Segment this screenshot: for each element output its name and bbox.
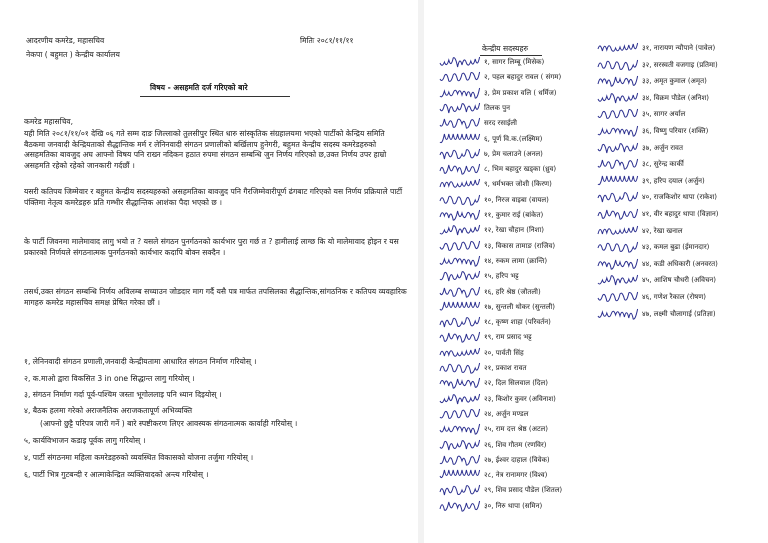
- point-4-cont: (आफ्नो छुट्टै परिपत्र जारी गर्ने ) बारे स्पष्टीकरण लिएर आवस्यक संगठनात्मक कार्वाही गरियोस् ।: [40, 419, 298, 428]
- signature-scribble: [596, 156, 640, 172]
- member-row: १४, रुकम लामा (क्रान्ति): [484, 256, 548, 265]
- member-row: ४६, गणेश रैकाल (रोषण): [642, 293, 706, 301]
- member-row: ८, भिम बहादुर खड्का (ध्रुव): [484, 165, 557, 174]
- member-row: सरद रसाईली: [484, 119, 517, 128]
- member-row: ३०, निरु थापा (समिन): [484, 501, 543, 510]
- member-row: २०, पार्वती सिंह: [484, 348, 524, 357]
- member-signature: [596, 223, 640, 239]
- signature-scribble: [596, 40, 640, 56]
- signature-scribble: [596, 306, 640, 322]
- signature-scribble: [438, 467, 482, 483]
- member-signature: [438, 85, 482, 101]
- member-row: ४२, रेखा खनाल: [642, 226, 683, 235]
- member-signature: [438, 345, 482, 361]
- signature-scribble: [438, 222, 482, 238]
- paragraph-2: यसरी कतिपय जिम्मेवार र बहुमत केन्द्रीय सदस्यहरुको असहमतिका बावजुद पनि गैरजिम्मेवारीपूर्ण ढंगबाट गरिएको यस निर्णय प्रक्रियाले पार्टी पंक्तिमा नेतृत्व कमरेडहरु प्रति गम्भीर सैद्धान्तिक आशंका पैदा भएको छ ।: [24, 187, 403, 207]
- member-signature: [438, 391, 482, 407]
- signature-scribble: [438, 146, 482, 162]
- member-row: १३, विकास तामाङ (राजिव): [484, 241, 556, 250]
- point-6: ४, पार्टी संगठनमा महिला कमरेडहरुको व्यवस्थित विकासको योजना तर्जुमा गरियोस् ।: [24, 453, 254, 462]
- member-row: ३७, अर्जुन रावत: [642, 143, 683, 152]
- paragraph-4: तसर्थ,उक्त संगठन सम्बन्धि निर्णय अविलम्ब सच्याउन जोडदार माग गर्दै यसै पत्र मार्फत तपसिलका सैद्धान्तिक,सांगठनिक र कतिपय व्यवहारिक मागहरु कमरेड महासचिव समक्ष प्रेषित गरेका छौं ।: [24, 287, 407, 307]
- signature-scribble: [438, 238, 482, 254]
- signature-scribble: [596, 256, 640, 272]
- signature-scribble: [596, 289, 640, 305]
- signature-scribble: [596, 106, 640, 122]
- signature-scribble: [438, 192, 482, 208]
- addressee-line2: नेकपा ( बहुमत ) केन्द्रीय कार्यालय: [26, 50, 120, 59]
- signature-scribble: [596, 90, 640, 106]
- point-3: ३, संगठन निर्माण गर्दा पूर्व-पश्चिम जस्ता भूगोललाइ पनि ध्यान दिइयोस् ।: [24, 390, 222, 399]
- signature-scribble: [438, 421, 482, 437]
- members-heading: केन्द्रीय सदस्यहरु: [482, 44, 529, 53]
- signature-scribble: [596, 57, 640, 73]
- signature-scribble: [438, 482, 482, 498]
- member-signature: [438, 100, 482, 116]
- signature-scribble: [438, 100, 482, 116]
- member-signature: [596, 189, 640, 205]
- signature-scribble: [438, 268, 482, 284]
- member-row: १, सागर लिम्बू (मिसेक): [484, 58, 545, 66]
- signature-scribble: [438, 329, 482, 345]
- signature-scribble: [596, 239, 640, 255]
- member-row: २९, शिव प्रसाद पौडेल (शितल): [484, 486, 563, 495]
- point-4: ४, बैठक हलमा गरेको अराजनैतिक अराजकतापूर्ण अभिव्यक्ति: [24, 406, 193, 415]
- signature-scribble: [438, 253, 482, 269]
- member-signature: [596, 173, 640, 189]
- member-row: १७, सुन्तली थोकर (सुन्तली): [484, 302, 556, 311]
- member-row: ४४, कडी अधिकारी (अनवरत): [642, 259, 718, 268]
- member-signature: [438, 467, 482, 483]
- member-row: ३१, नारायण न्यौपाने (पावेल): [642, 44, 716, 52]
- member-signature: [438, 482, 482, 498]
- member-row: ३८, सुरेन्द्र कार्की: [642, 160, 684, 169]
- salutation: कमरेड महासचिव,: [24, 117, 74, 126]
- member-row: २७, ईश्वर दाहाल (विवेक): [484, 455, 550, 464]
- member-row: २८, नेत्र रानामगर (विश्व): [484, 471, 548, 480]
- signature-scribble: [596, 140, 640, 156]
- member-signature: [596, 90, 640, 106]
- date: मितिः २०८१/११/११: [300, 36, 354, 45]
- member-row: २६, शिव गौतम (रणविर): [484, 440, 547, 449]
- signature-scribble: [438, 406, 482, 422]
- signature-scribble: [438, 54, 482, 70]
- member-signature: [438, 421, 482, 437]
- member-signature: [438, 498, 482, 514]
- subject-line: विषय - असहमति दर्ज गरिएको बारे: [150, 83, 248, 92]
- member-signature: [596, 57, 640, 73]
- member-signature: [438, 314, 482, 330]
- signature-scribble: [438, 207, 482, 223]
- signature-scribble: [438, 115, 482, 131]
- member-signature: [596, 206, 640, 222]
- member-row: २, पहल बहादुर रावल ( संगम): [484, 73, 562, 82]
- member-signature: [596, 289, 640, 305]
- signature-scribble: [596, 123, 640, 139]
- member-signature: [596, 123, 640, 139]
- signature-scribble: [438, 161, 482, 177]
- signature-scribble: [438, 131, 482, 147]
- signature-scribble: [438, 437, 482, 453]
- member-signature: [438, 161, 482, 177]
- member-signature: [438, 131, 482, 147]
- member-signature: [438, 222, 482, 238]
- member-row: ३४, विक्रम पौडेल (अनिश): [642, 93, 709, 102]
- signature-scribble: [438, 69, 482, 85]
- member-signature: [596, 73, 640, 89]
- member-row: १६, हरि श्रेष्ठ (जौतली): [484, 287, 541, 296]
- member-signature: [438, 115, 482, 131]
- member-signature: [438, 329, 482, 345]
- member-row: २३, किशोर कुवर (अविनाश): [484, 394, 556, 403]
- member-signature: [438, 54, 482, 70]
- member-row: २१, प्रकाश रावत: [484, 364, 527, 372]
- member-signature: [438, 437, 482, 453]
- member-signature: [438, 360, 482, 376]
- member-row: ४७, लक्ष्मी चौलागाई (प्रतिज्ञा): [642, 309, 716, 318]
- member-row: १९, राम प्रसाद भट्ट: [484, 333, 532, 342]
- member-row: ४०, राजकिशोर थापा (राकेश): [642, 193, 718, 202]
- signature-scribble: [438, 176, 482, 192]
- member-row: १०, निरज वाइबा (वायल): [484, 195, 549, 204]
- members-page: [424, 0, 768, 543]
- signature-scribble: [596, 173, 640, 189]
- signature-scribble: [438, 314, 482, 330]
- signature-scribble: [438, 452, 482, 468]
- member-signature: [438, 375, 482, 391]
- signature-scribble: [438, 498, 482, 514]
- member-signature: [596, 306, 640, 322]
- member-signature: [438, 268, 482, 284]
- member-row: ७, प्रेम चलाउने (अनल): [484, 149, 543, 158]
- member-row: ४३, कमल बुढा (ईमानदार): [642, 243, 710, 252]
- member-row: ३५, सागर अर्याल: [642, 110, 686, 119]
- member-signature: [596, 106, 640, 122]
- member-row: ३३, अमृत कुमाल (अमृत): [642, 77, 707, 86]
- signature-scribble: [596, 73, 640, 89]
- signature-scribble: [438, 345, 482, 361]
- member-row: ६, पूर्ण वि.क.(लक्ष्मिम): [484, 134, 543, 143]
- member-signature: [596, 140, 640, 156]
- member-row: ४५, आशिष चौधरी (अविचन): [642, 276, 717, 285]
- member-signature: [438, 69, 482, 85]
- member-row: २४, अर्जुन मण्डल: [484, 409, 529, 418]
- point-2: २, क.माओ द्वारा विकसित 3 in one सिद्धान्त लागु गरियोस् ।: [24, 374, 195, 383]
- member-signature: [596, 239, 640, 255]
- member-row: १२, रेखा चौहान (निशा): [484, 226, 544, 235]
- member-row: तिलक पुन: [484, 103, 511, 112]
- member-signature: [438, 406, 482, 422]
- signature-scribble: [438, 360, 482, 376]
- member-signature: [438, 253, 482, 269]
- subject-underline: [140, 96, 290, 97]
- signature-scribble: [596, 206, 640, 222]
- signature-scribble: [438, 299, 482, 315]
- member-row: ३९, हरिप दयाल (अर्जुन): [642, 176, 705, 185]
- member-signature: [438, 452, 482, 468]
- member-signature: [596, 40, 640, 56]
- member-signature: [438, 192, 482, 208]
- point-7: ६, पार्टी भित्र गुटबन्दी र आत्माकेन्द्रित व्यक्तिवादको अन्त्य गरियोस् ।: [24, 470, 209, 479]
- member-row: ३६, विष्णु परियार (शक्ति): [642, 127, 709, 135]
- signature-scribble: [438, 284, 482, 300]
- member-signature: [596, 256, 640, 272]
- member-row: ३, प्रेम प्रकाश वलि ( धर्मिज): [484, 88, 557, 97]
- members-heading-underline: [480, 55, 542, 56]
- member-signature: [438, 299, 482, 315]
- member-signature: [438, 146, 482, 162]
- signature-scribble: [596, 272, 640, 288]
- member-row: २५, राम दत्त श्रेष्ठ (अटल): [484, 425, 548, 434]
- member-signature: [438, 176, 482, 192]
- member-row: ३२, सरस्वती वजगाइ (प्रतिमा): [642, 60, 718, 69]
- signature-scribble: [596, 189, 640, 205]
- member-row: ४१, वीर बहादुर थापा (विज्ञान): [642, 210, 719, 218]
- signature-scribble: [438, 375, 482, 391]
- point-5: ५, कार्यविभाजन कडाइ पूर्वक लागु गरियोस् ।: [24, 436, 146, 445]
- member-signature: [438, 238, 482, 254]
- member-signature: [596, 272, 640, 288]
- member-row: १५, हरिप भट्ट: [484, 272, 519, 281]
- signature-scribble: [438, 85, 482, 101]
- point-1: १, लेनिनवादी संगठन प्रणाली,जनवादी केन्द्रीयतामा आधारित संगठन निर्माण गरियोस् ।: [24, 357, 257, 366]
- signature-scribble: [596, 223, 640, 239]
- signature-scribble: [438, 391, 482, 407]
- member-row: ११, कुमार राई (बांकेत): [484, 211, 544, 219]
- addressee-line1: आदरणीय कमरेड, महासचिव: [26, 36, 105, 45]
- member-signature: [438, 284, 482, 300]
- member-signature: [596, 156, 640, 172]
- paragraph-3: के पार्टी जिवनमा मालेमावाद लागु भयो त ? यसले संगठन पुनर्गठनको कार्यभार पुरा गर्छ त ? हामीलाई लाग्छ कि यो मालेमावाद होइन र यस प्रकारको निर्णयले संगठनात्मक पुनर्गठनको कार्यभार कदापि बोक्न सक्दैन ।: [24, 237, 399, 257]
- member-row: ९, धर्मभक्त जोशी (किरण): [484, 180, 552, 189]
- member-signature: [438, 207, 482, 223]
- paragraph-1: यही मिति २०८१/११/०१ देखि ०६ गते सम्म दाङ जिल्लाको तुलसीपुर स्थित धारु सांस्कृतिक संग्रहालयमा भएको पार्टीको केन्द्रिय समिति बैठकमा जनवादी केन्द्रियताको सैद्धान्तिक मर्म र लेनिनवादी संगठन प्रणालीको बर्खिलाप हुनेगरी, बहुमत केन्द्रीय सदस्य कमरेडहरुको असहमतिका बावजुद अघ आफ्नो विषय पनि राख्न नदिकन हठात रुपमा संगठन सम्बन्धि जुन निर्णय गरिएको छ,उक्त निर्णय उपर हाम्रो असहमति रहेको रहेको जानकारी गर्दछौं ।: [24, 129, 387, 170]
- member-row: २२, दिल सिलवाल (दिल): [484, 379, 548, 388]
- member-row: १८, कृष्ण शाहा (परिवर्तन): [484, 318, 551, 327]
